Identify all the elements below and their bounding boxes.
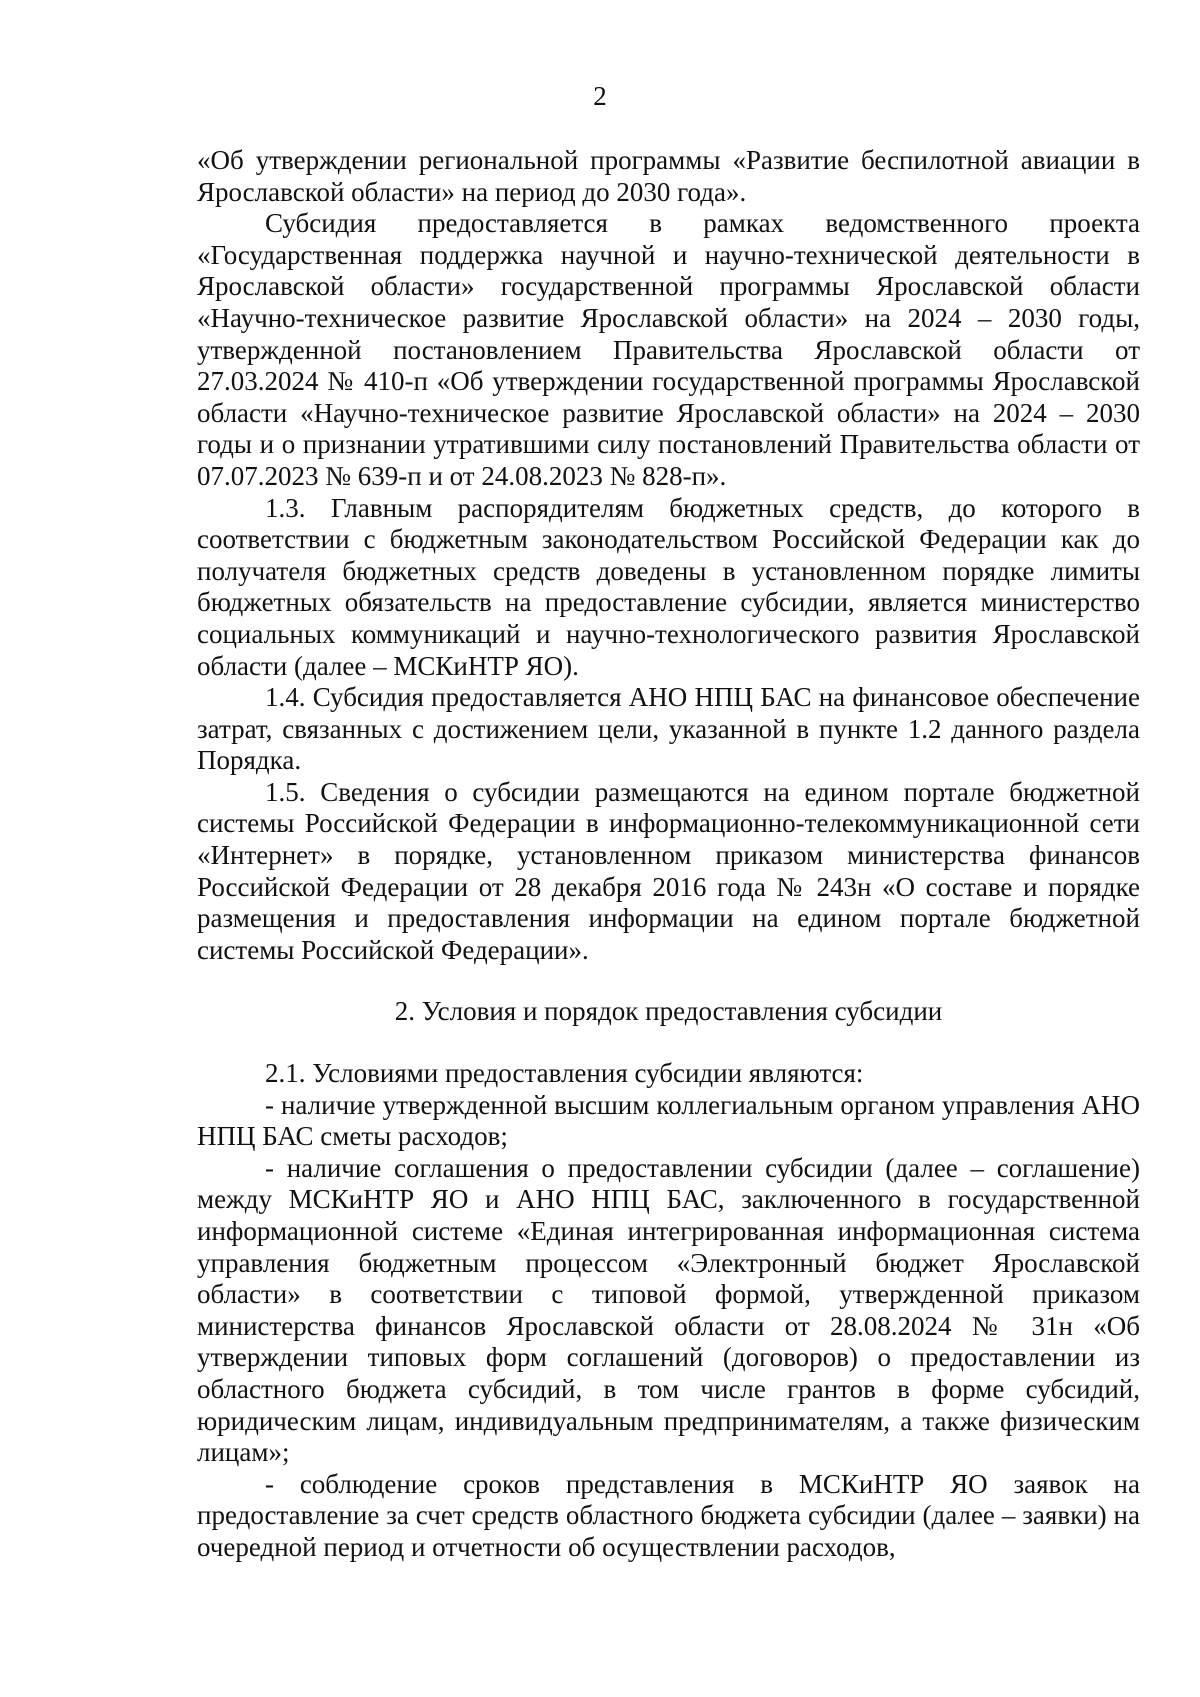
- paragraph-1-4: 1.4. Субсидия предоставляется АНО НПЦ БАС на финансовое обеспечение затрат, связанных с достижением цели, указанной в пункте 1.2 данного раздела Порядка.: [197, 682, 1140, 776]
- page-number: 2: [593, 81, 607, 111]
- paragraph-1-3: 1.3. Главным распорядителям бюджетных средств, до которого в соответствии с бюджетным законодательством Российской Федерации как до получателя бюджетных средств доведены в установленном порядке лимиты бюджетных обязательств на предоставление субсидии, является министерство социальных коммуникаций и научно-технологического развития Ярославской области (далее – МСКиНТР ЯО).: [197, 492, 1140, 681]
- paragraph-program-title-continuation: «Об утверждении региональной программы «Развитие беспилотной авиации в Ярославской области» на период до 2030 года».: [197, 145, 1140, 207]
- paragraph-1-5: 1.5. Сведения о субсидии размещаются на едином портале бюджетной системы Российской Федерации в информационно-телекоммуникационной сети «Интернет» в порядке, установленном приказом министерства финансов Российской Федерации от 28 декабря 2016 года № 243н «О составе и порядке размещения и предоставления информации на едином портале бюджетной системы Российской Федерации».: [197, 776, 1140, 965]
- paragraph-subsidy-project: Субсидия предоставляется в рамках ведомственного проекта «Государственная поддержка научной и научно-технической деятельности в Ярославской области» государственной программы Ярославской области «Научно-техническое развитие Ярославской области» на 2024 – 2030 годы, утвержденной постановлением Правительства Ярославской области от 27.03.2024 № 410-п «Об утверждении государственной программы Ярославской области «Научно-техническое развитие Ярославской области» на 2024 – 2030 годы и о признании утратившими силу постановлений Правительства области от 07.07.2023 № 639-п и от 24.08.2023 № 828-п».: [197, 208, 1140, 491]
- list-item-agreement: - наличие соглашения о предоставлении субсидии (далее – соглашение) между МСКиНТР ЯО и АНО НПЦ БАС, заключенного в государственной информационной системе «Единая интегрированная информационная система управления бюджетным процессом «Электронный бюджет Ярославской области» в соответствии с типовой формой, утвержденной приказом министерства финансов Ярославской области от 28.08.2024 № 31н «Об утверждении типовых форм соглашений (договоров) о предоставлении из областного бюджета субсидий, в том числе грантов в форме субсидий, юридическим лицам, индивидуальным предпринимателям, а также физическим лицам»;: [197, 1152, 1140, 1468]
- list-item-cost-estimate: - наличие утвержденной высшим коллегиальным органом управления АНО НПЦ БАС сметы расходов;: [197, 1089, 1140, 1152]
- section-heading-2: 2. Условия и порядок предоставления субсидии: [394, 996, 943, 1027]
- paragraph-2-1: 2.1. Условиями предоставления субсидии являются:: [265, 1058, 864, 1089]
- list-item-deadlines: - соблюдение сроков представления в МСКиНТР ЯО заявок на предоставление за счет средств областного бюджета субсидии (далее – заявки) на очередной период и отчетности об осуществлении расходов,: [197, 1468, 1140, 1562]
- document-body: [197, 145, 1140, 1564]
